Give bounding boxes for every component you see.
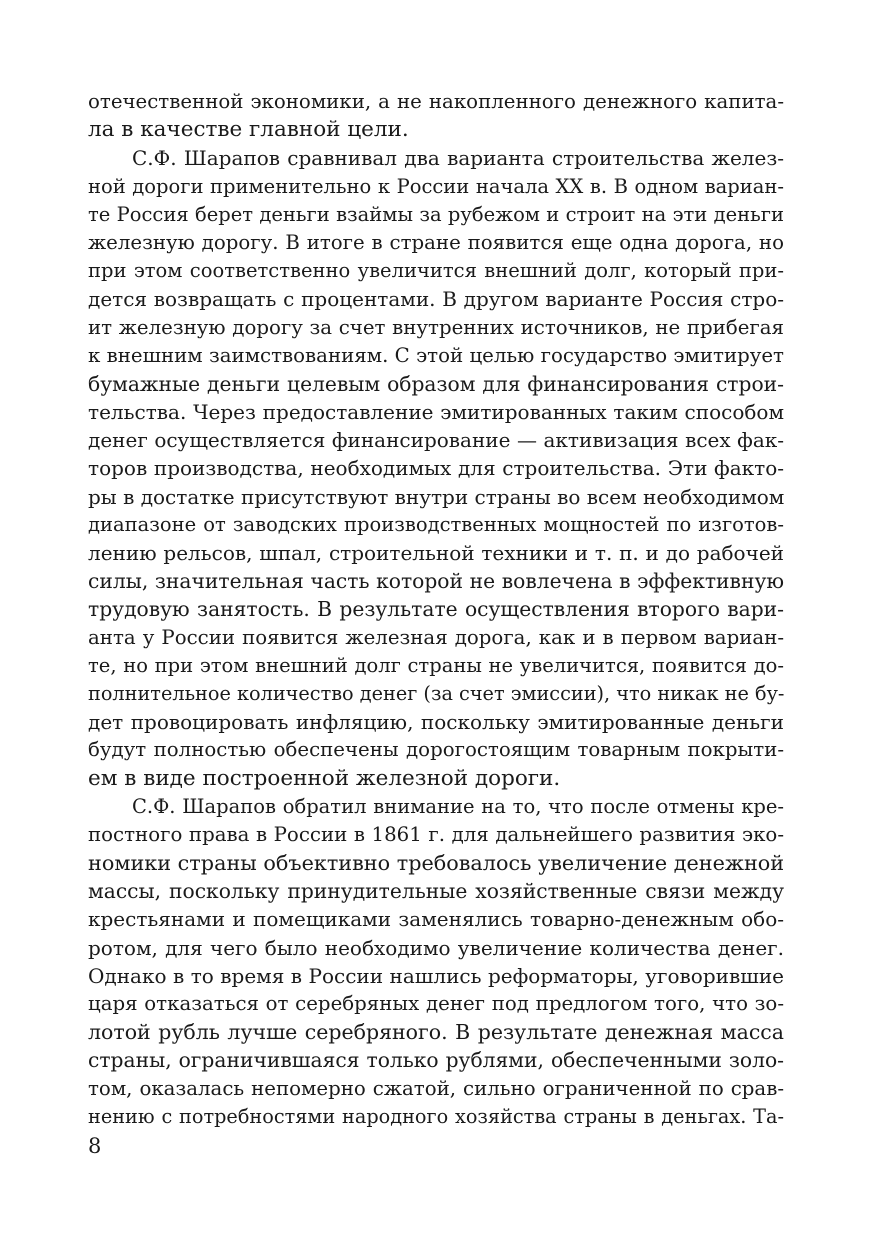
text-line: С.Ф. Шарапов сравнивал два варианта строительства желез- [132, 146, 784, 171]
text-line: силы, значительная часть которой не вовлечена в эффективную [88, 569, 784, 594]
text-line: том, оказалась непомерно сжатой, сильно ограниченной по срав- [88, 1076, 784, 1100]
text-line: крестьянами и помещиками заменялись товарно-денежным обо- [88, 907, 784, 932]
paragraph-2 [88, 144, 784, 792]
paragraph-3 [88, 793, 784, 1131]
text-line: ла в качестве главной цели. [88, 117, 409, 143]
text-line: тельства. Через предоставление эмитированных таким способом [88, 400, 784, 425]
text-line: ной дороги применительно к России начала XX в. В одном вариан- [88, 174, 784, 198]
text-line: ры в достатке присутствуют внутри страны во всем необходимом [88, 484, 785, 509]
text-line: ит железную дорогу за счет внутренних источников, не прибегая [88, 315, 784, 339]
text-line: полнительное количество денег (за счет эмиссии), что никак не бу- [88, 681, 785, 705]
page-number: 8 [88, 1134, 102, 1158]
page-body [88, 88, 784, 1131]
text-line: будут полностью обеспечены дорогостоящим товарным покрыти- [88, 738, 784, 762]
text-line: нению с потребностями народного хозяйства страны в деньгах. Та- [88, 1104, 784, 1128]
text-line: лотой рубль лучше серебряного. В результате денежная масса [88, 1020, 784, 1045]
paragraph-1 [88, 88, 784, 144]
text-line: номики страны объективно требовалось увеличение денежной [88, 851, 785, 876]
text-line: С.Ф. Шарапов обратил внимание на то, что после отмены кре- [132, 794, 784, 818]
text-line: бумажные деньги целевым образом для финансирования строи- [88, 371, 784, 396]
text-line: страны, ограничившаяся только рублями, обеспеченными золо- [88, 1048, 784, 1073]
text-line: дется возвращать с процентами. В другом варианте Россия стро- [88, 287, 784, 312]
text-line: те, но при этом внешний долг страны не увеличится, появится до- [88, 653, 784, 677]
text-line: анта у России появится железная дорога, как и в первом вариан- [88, 625, 784, 649]
text-line: те Россия берет деньги взаймы за рубежом и строит на эти деньги [88, 202, 784, 226]
text-line: ем в виде построенной железной дороги. [88, 765, 561, 791]
text-line: железную дорогу. В итоге в стране появится еще одна дорога, но [88, 230, 784, 254]
text-line: к внешним заимствованиям. С этой целью государство эмитирует [88, 343, 784, 367]
text-line: диапазоне от заводских производственных мощностей по изготов- [88, 512, 784, 536]
text-line: ротом, для чего было необходимо увеличение количества денег. [88, 935, 784, 960]
text-line: торов производства, необходимых для строительства. Эти факто- [88, 456, 784, 481]
text-line: Однако в то время в России нашлись реформаторы, уговорившие [88, 963, 784, 988]
text-line: лению рельсов, шпал, строительной техники и т. п. и до рабочей [88, 541, 784, 565]
text-line: денег осуществляется финансирование — активизация всех фак- [88, 428, 784, 453]
text-line: массы, поскольку принудительные хозяйственные связи между [88, 879, 784, 904]
text-line: постного права в России в 1861 г. для дальнейшего развития эко- [88, 822, 784, 846]
text-line: при этом соответственно увеличится внешний долг, который при- [88, 259, 784, 283]
text-line: трудовую занятость. В результате осуществления второго вари- [88, 597, 784, 622]
text-line: отечественной экономики, а не накопленного денежного капита- [88, 90, 784, 113]
text-line: дет провоцировать инфляцию, поскольку эмитированные деньги [88, 710, 784, 735]
text-line: царя отказаться от серебряных денег под предлогом того, что зо- [88, 992, 784, 1015]
